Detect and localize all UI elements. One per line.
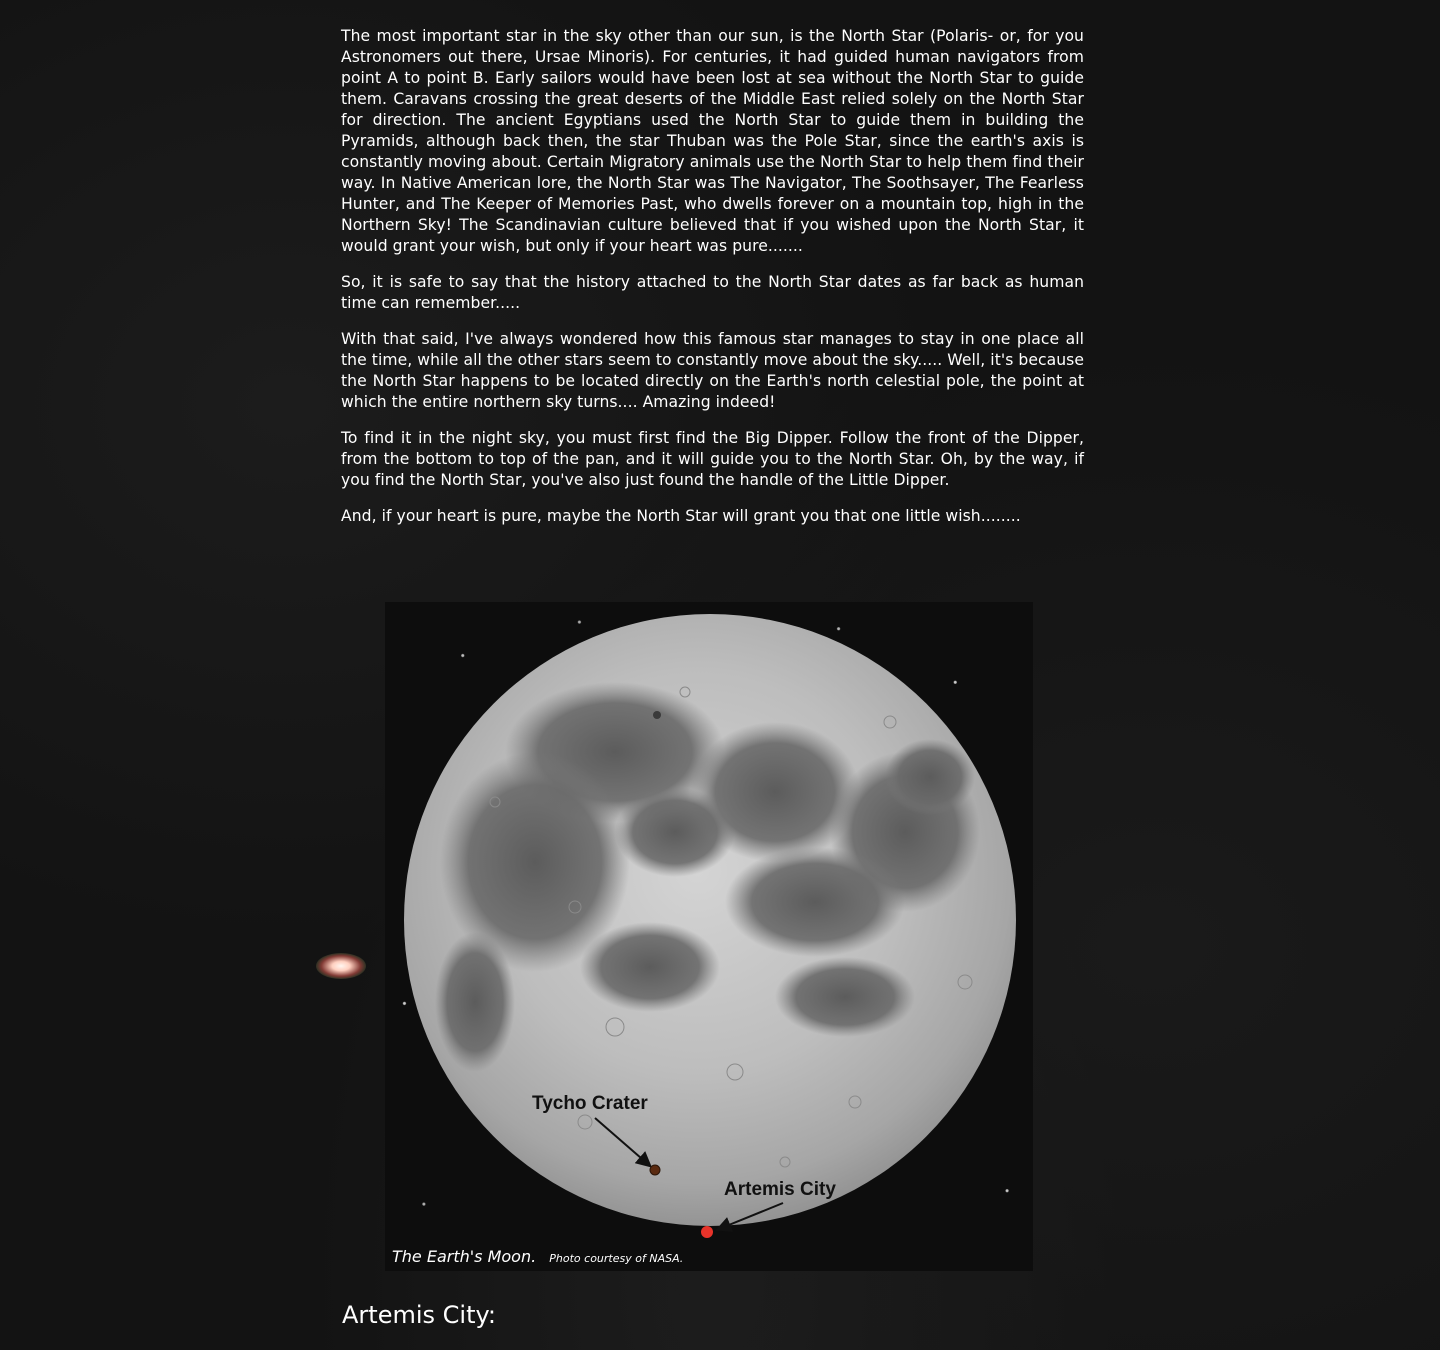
artemis-city-label: Artemis City [724,1179,836,1200]
paragraph-big-dipper: To find it in the night sky, you must first find the Big Dipper. Follow the front of the Dipper, from the bottom to top of the pan, and it will guide you to the North Star. Oh, by the way, if you find the North Star, you've also just found the handle of the Little Dipper. [341,429,1084,489]
paragraph-north-star-history: The most important star in the sky other than our sun, is the North Star (Polaris- or, for you Astronomers out there, Ursae Minoris). For centuries, it had guided human navigators from point A to point B. Early sailors would have been lost at sea without the North Star to guide them. Caravans crossing the great deserts of the Middle East relied solely on the North Star for direction. The ancient Egyptians used the North Star to guide them in building the Pyramids, although back then, the star Thuban was the Pole Star, since the earth's axis is constantly moving about. Certain Migratory animals use the North Star to help them find their way. In Native American lore, the North Star was The Navigator, The Soothsayer, The Fearless Hunter, and The Keeper of Memories Past, who dwells forever on a mountain top, high in the Northern Sky! The Scandinavian culture believed that if you wished upon the North Star, it would grant your wish, but only if your heart was pure....... [341,27,1084,255]
glowing-star-decoration [316,953,366,979]
moon-figure [385,602,1033,1271]
moon-image [385,602,1033,1271]
paragraph-human-time: So, it is safe to say that the history attached to the North Star dates as far back as human time can remember..... [341,273,1084,312]
article-body [341,26,1084,542]
section-heading-artemis-city: Artemis City: [342,1301,497,1329]
artemis-city-marker [701,1226,713,1238]
tycho-crater-label: Tycho Crater [532,1093,648,1114]
caption-title: The Earth's Moon. [392,1247,537,1266]
tycho-crater-marker [650,1165,660,1175]
paragraph-celestial-pole: With that said, I've always wondered how this famous star manages to stay in one place all the time, while all the other stars seem to constantly move about the sky..... Well, it's because the North Star happens to be located directly on the Earth's north celestial pole, the point at which the entire northern sky turns.... Amazing indeed! [341,330,1084,411]
figure-caption [392,1247,683,1266]
paragraph-wish: And, if your heart is pure, maybe the North Star will grant you that one little wish........ [341,507,1021,525]
caption-credit: Photo courtesy of NASA. [549,1252,684,1265]
dark-crater [653,711,661,719]
